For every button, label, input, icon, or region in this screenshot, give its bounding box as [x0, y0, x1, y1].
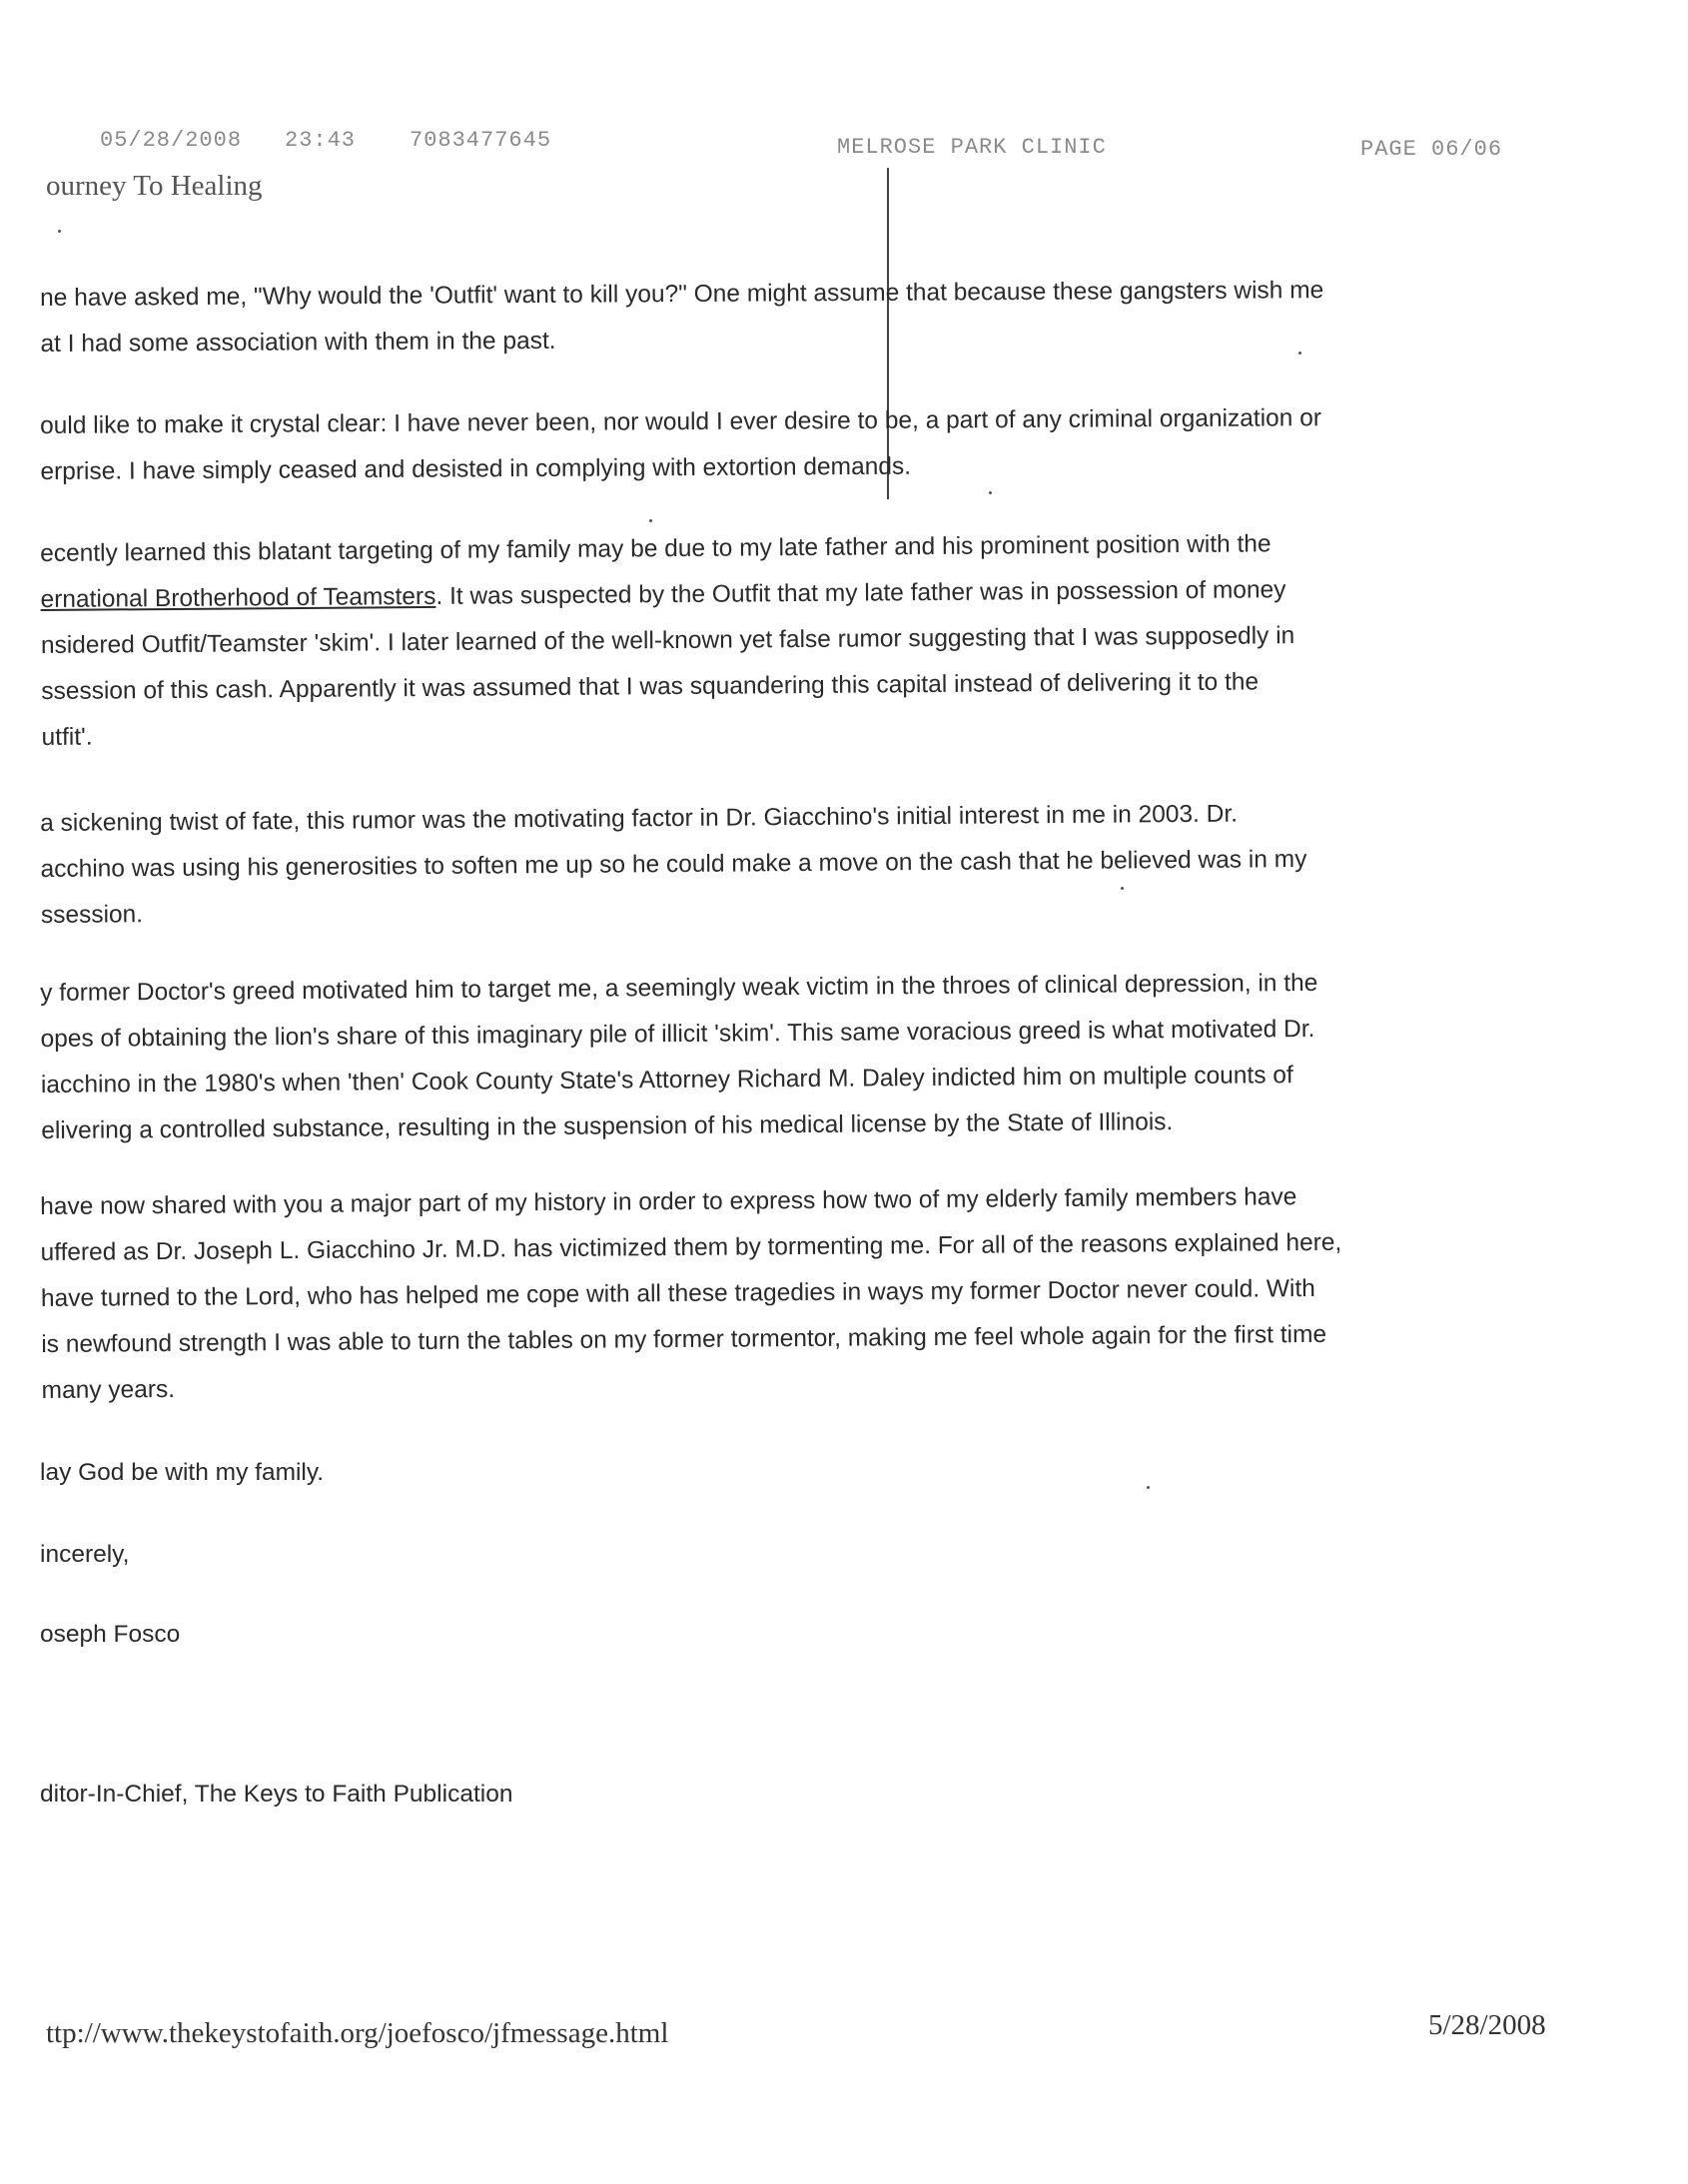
text-line: ssession. — [40, 901, 144, 929]
document-title: ourney To Healing — [46, 170, 263, 202]
footer-url: ttp://www.thekeystofaith.org/joefosco/jfmessage.html — [46, 2017, 669, 2049]
scan-speck — [1121, 887, 1124, 890]
text-line: ne have asked me, "Why would the 'Outfit' want to kill you?" One might assume that because these gangsters wish me — [40, 277, 1324, 312]
text-line: uffered as Dr. Joseph L. Giacchino Jr. M.D. has victimized them by tormenting me. For all of the reasons explained here, — [40, 1228, 1342, 1266]
text-line: iacchino in the 1980's when 'then' Cook County State's Attorney Richard M. Daley indicted him on multiple counts of — [40, 1062, 1293, 1098]
text-line: ould like to make it crystal clear: I have never been, nor would I ever desire to be, a part of any criminal organization or — [40, 404, 1322, 439]
footer-date: 5/28/2008 — [1428, 2009, 1546, 2041]
scan-speck — [58, 230, 61, 233]
text-line: a sickening twist of fate, this rumor was the motivating factor in Dr. Giacchino's initial interest in me in 2003. Dr. — [40, 800, 1239, 837]
text-line: ecently learned this blatant targeting of my family may be due to my late father and his prominent position with the — [40, 530, 1271, 567]
text-line: elivering a controlled substance, resulting in the suspension of his medical license by the State of Illinois. — [41, 1108, 1174, 1144]
fax-header-sender: MELROSE PARK CLINIC — [837, 135, 1107, 160]
text-line: acchino was using his generosities to soften me up so he could make a move on the cash that he believed was in my — [40, 846, 1307, 883]
fax-header-time: 23:43 — [285, 128, 357, 153]
signature-name — [40, 1612, 180, 1658]
text-line: erprise. I have simply ceased and desisted in complying with extortion demands. — [40, 452, 912, 485]
text-line: y former Doctor's greed motivated him to target me, a seemingly weak victim in the throes of clinical depression, in the — [40, 969, 1318, 1007]
paragraph-5 — [40, 961, 1319, 1154]
scan-speck — [1147, 1486, 1150, 1489]
fax-header-date: 05/28/2008 — [100, 128, 243, 153]
signature-title — [40, 1772, 512, 1818]
text-line: ssession of this cash. Apparently it was assumed that I was squandering this capital instead of delivering it to the — [41, 668, 1260, 705]
scan-speck — [1298, 352, 1301, 355]
closing-salutation — [40, 1532, 129, 1578]
text-line: have turned to the Lord, who has helped me cope with all these tragedies in ways my former Doctor never could. With — [40, 1274, 1315, 1312]
fax-header-number: 7083477645 — [410, 128, 552, 153]
paragraph-2 — [40, 395, 1321, 495]
text-line: incerely, — [40, 1541, 130, 1568]
text-line: lay God be with my family. — [40, 1459, 325, 1486]
fax-header-page: PAGE 06/06 — [1360, 137, 1503, 162]
paragraph-6 — [40, 1174, 1343, 1414]
text-line: is newfound strength I was able to turn the tables on my former tormentor, making me feel whole again for the first time — [41, 1320, 1327, 1358]
paragraph-3 — [40, 521, 1295, 761]
text-line: have now shared with you a major part of my history in order to express how two of my elderly family members have — [40, 1183, 1297, 1220]
scan-speck — [649, 519, 652, 522]
text-line: utfit'. — [41, 723, 93, 751]
text-line: opes of obtaining the lion's share of this imaginary pile of illicit 'skim'. This same voracious greed is what motivated Dr. — [40, 1015, 1315, 1053]
paragraph-4 — [40, 791, 1307, 939]
paragraph-1 — [40, 268, 1324, 367]
closing-blessing — [40, 1450, 324, 1496]
text-line: ditor-In-Chief, The Keys to Faith Publication — [40, 1781, 513, 1808]
underlined-organization-name: ernational Brotherhood of Teamsters — [40, 582, 436, 613]
text-line-rest: . It was suspected by the Outfit that my late father was in possession of money — [435, 576, 1286, 610]
text-line: nsidered Outfit/Teamster 'skim'. I later learned of the well-known yet false rumor suggesting that I was supposedly in — [40, 622, 1295, 659]
text-line: oseph Fosco — [40, 1621, 181, 1648]
text-line: many years. — [41, 1375, 176, 1404]
scan-speck — [989, 491, 992, 494]
text-line: at I had some association with them in the past. — [40, 327, 556, 358]
